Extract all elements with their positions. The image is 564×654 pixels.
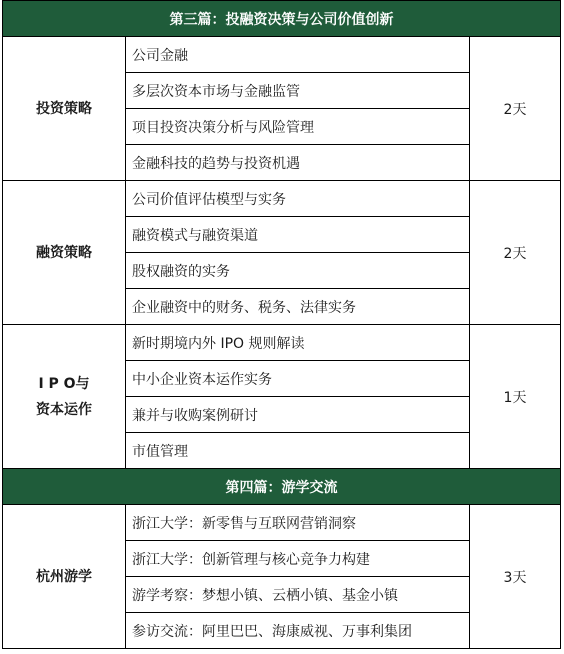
duration-cell: 2天 (470, 181, 561, 325)
course-item: 多层次资本市场与金融监管 (126, 73, 470, 109)
table-row (3, 325, 561, 361)
course-item: 浙江大学：创新管理与核心竞争力构建 (126, 541, 470, 577)
course-item: 参访交流：阿里巴巴、海康威视、万事利集团 (126, 613, 470, 649)
course-item: 市值管理 (126, 433, 470, 469)
course-item: 兼并与收购案例研讨 (126, 397, 470, 433)
category-label: 杭州游学 (36, 568, 92, 585)
category-cell (3, 505, 126, 649)
category-cell (3, 325, 126, 469)
course-item: 企业融资中的财务、税务、法律实务 (126, 289, 470, 325)
course-item: 游学考察：梦想小镇、云栖小镇、基金小镇 (126, 577, 470, 613)
category-cell (3, 181, 126, 325)
course-item: 公司金融 (126, 37, 470, 73)
duration-cell: 2天 (470, 37, 561, 181)
category-cell (3, 37, 126, 181)
duration-cell: 3天 (470, 505, 561, 649)
course-item: 股权融资的实务 (126, 253, 470, 289)
course-item: 浙江大学：新零售与互联网营销洞察 (126, 505, 470, 541)
duration-cell: 1天 (470, 325, 561, 469)
category-label: I P O与 (38, 375, 90, 392)
category-label: 融资策略 (36, 244, 92, 261)
section-header-row (3, 1, 561, 37)
curriculum-table (2, 0, 561, 649)
category-label: 投资策略 (36, 100, 92, 117)
table-row (3, 37, 561, 73)
course-item: 新时期境内外 IPO 规则解读 (126, 325, 470, 361)
table-row (3, 505, 561, 541)
section-header: 第三篇：投融资决策与公司价值创新 (3, 1, 561, 37)
course-item: 项目投资决策分析与风险管理 (126, 109, 470, 145)
course-item: 中小企业资本运作实务 (126, 361, 470, 397)
course-item: 公司价值评估模型与实务 (126, 181, 470, 217)
section-header: 第四篇：游学交流 (3, 469, 561, 505)
table-row (3, 181, 561, 217)
category-label: 资本运作 (36, 401, 92, 418)
section-header-row (3, 469, 561, 505)
course-item: 融资模式与融资渠道 (126, 217, 470, 253)
course-item: 金融科技的趋势与投资机遇 (126, 145, 470, 181)
